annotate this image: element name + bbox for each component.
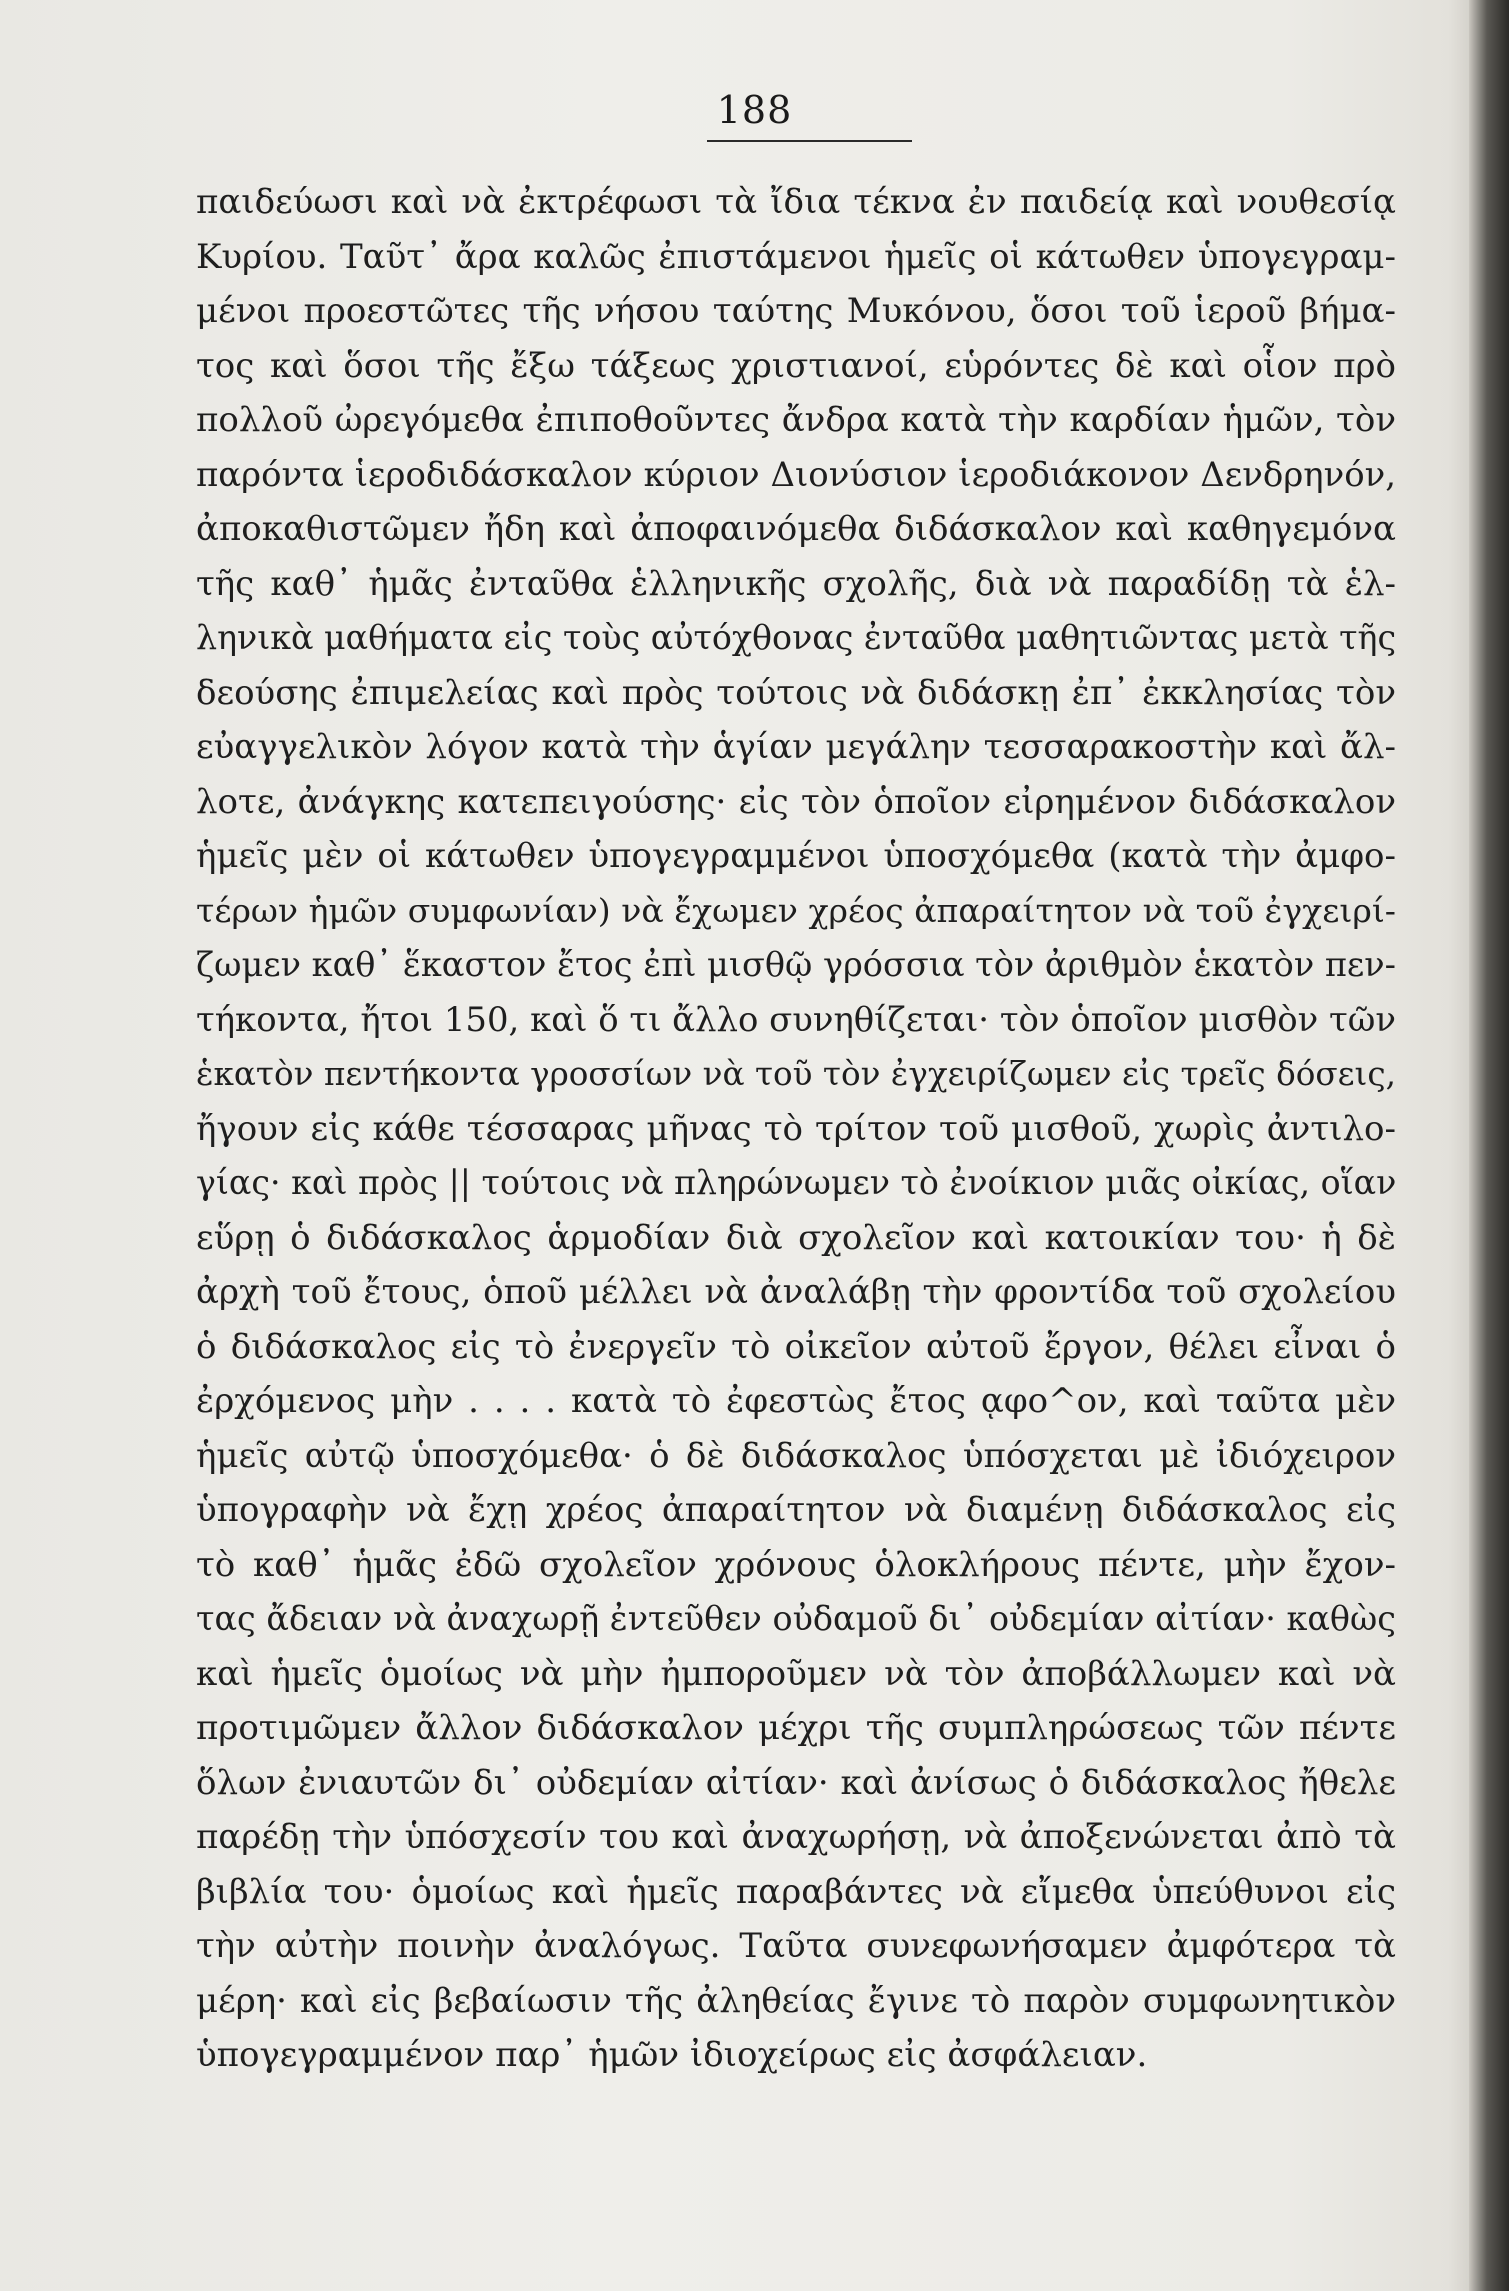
text-line: ἑκατὸν πεντήκοντα γροσσίων νὰ τοῦ τὸν ἐγχειρίζωμεν εἰς τρεῖς δόσεις, bbox=[196, 1055, 1396, 1093]
text-line: εὕρῃ ὁ διδάσκαλος ἁρμοδίαν διὰ σχολεῖον καὶ κατοικίαν του· ἡ δὲ bbox=[196, 1217, 1396, 1258]
text-line: μένοι προεστῶτες τῆς νήσου ταύτης Μυκόνου, ὅσοι τοῦ ἱεροῦ βήμα- bbox=[196, 291, 1396, 331]
text-line: τέρων ἡμῶν συμφωνίαν) νὰ ἔχωμεν χρέος ἀπαραίτητον νὰ τοῦ ἐγχειρί- bbox=[196, 890, 1396, 930]
text-line: παρόντα ἱεροδιδάσκαλον κύριον Διονύσιον ἱεροδιάκονον Δενδρηνόν, bbox=[196, 454, 1396, 494]
body-text bbox=[196, 175, 1396, 2083]
text-line: ὅλων ἐνιαυτῶν δι᾽ οὐδεμίαν αἰτίαν· καὶ ἀνίσως ὁ διδάσκαλος ἤθελε bbox=[196, 1762, 1396, 1803]
text-line: βιβλία του· ὁμοίως καὶ ἡμεῖς παραβάντες νὰ εἴμεθα ὑπεύθυνοι εἰς bbox=[196, 1871, 1396, 1912]
text-line: Κυρίου. Ταῦτ᾽ ἄρα καλῶς ἐπιστάμενοι ἡμεῖς οἱ κάτωθεν ὑπογεγραμ- bbox=[196, 236, 1396, 277]
header-rule bbox=[707, 140, 912, 142]
text-line: ἡμεῖς μὲν οἱ κάτωθεν ὑπογεγραμμένοι ὑποσχόμεθα (κατὰ τὴν ἀμφο- bbox=[196, 836, 1396, 876]
text-line: ἤγουν εἰς κάθε τέσσαρας μῆνας τὸ τρίτον τοῦ μισθοῦ, χωρὶς ἀντιλο- bbox=[196, 1108, 1396, 1149]
text-line: δεούσης ἐπιμελείας καὶ πρὸς τούτοις νὰ διδάσκῃ ἐπ᾽ ἐκκλησίας τὸν bbox=[196, 672, 1396, 713]
text-line: λοτε, ἀνάγκης κατεπειγούσης· εἰς τὸν ὁποῖον εἰρημένον διδάσκαλον bbox=[196, 781, 1396, 822]
text-line: μέρη· καὶ εἰς βεβαίωσιν τῆς ἀληθείας ἔγινε τὸ παρὸν συμφωνητικὸν bbox=[196, 1980, 1396, 2021]
text-line: ἀποκαθιστῶμεν ἤδη καὶ ἀποφαινόμεθα διδάσκαλον καὶ καθηγεμόνα bbox=[196, 509, 1396, 549]
text-line: ὑπογραφὴν νὰ ἔχῃ χρέος ἀπαραίτητον νὰ διαμένῃ διδάσκαλος εἰς bbox=[196, 1490, 1396, 1530]
text-line: τῆς καθ᾽ ἡμᾶς ἐνταῦθα ἑλληνικῆς σχολῆς, διὰ νὰ παραδίδῃ τὰ ἑλ- bbox=[196, 563, 1396, 604]
text-line: τος καὶ ὅσοι τῆς ἔξω τάξεως χριστιανοί, εὑρόντες δὲ καὶ οἷον πρὸ bbox=[196, 345, 1396, 386]
book-spine-shadow bbox=[1469, 0, 1509, 2291]
text-line: ἀρχὴ τοῦ ἔτους, ὁποῦ μέλλει νὰ ἀναλάβῃ τὴν φροντίδα τοῦ σχολείου bbox=[196, 1272, 1396, 1312]
text-line: τας ἄδειαν νὰ ἀναχωρῇ ἐντεῦθεν οὐδαμοῦ δι᾽ οὐδεμίαν αἰτίαν· καθὼς bbox=[196, 1599, 1396, 1638]
text-line: εὐαγγελικὸν λόγον κατὰ τὴν ἁγίαν μεγάλην τεσσαρακοστὴν καὶ ἄλ- bbox=[196, 727, 1396, 767]
text-line: ἐρχόμενος μὴν . . . . κατὰ τὸ ἐφεστὼς ἔτος ᾳφο^ον, καὶ ταῦτα μὲν bbox=[196, 1381, 1396, 1421]
text-line: ζωμεν καθ᾽ ἕκαστον ἔτος ἐπὶ μισθῷ γρόσσια τὸν ἀριθμὸν ἑκατὸν πεν- bbox=[196, 945, 1396, 984]
text-line: καὶ ἡμεῖς ὁμοίως νὰ μὴν ἠμποροῦμεν νὰ τὸν ἀποβάλλωμεν καὶ νὰ bbox=[196, 1653, 1396, 1694]
text-line: παιδεύωσι καὶ νὰ ἐκτρέφωσι τὰ ἴδια τέκνα ἐν παιδείᾳ καὶ νουθεσίᾳ bbox=[196, 182, 1396, 222]
text-line: πολλοῦ ὠρεγόμεθα ἐπιποθοῦντες ἄνδρα κατὰ τὴν καρδίαν ἡμῶν, τὸν bbox=[196, 400, 1396, 440]
text-line: παρέδῃ τὴν ὑπόσχεσίν του καὶ ἀναχωρήσῃ, νὰ ἀποξενώνεται ἀπὸ τὰ bbox=[196, 1817, 1396, 1857]
text-line: τὸ καθ᾽ ἡμᾶς ἐδῶ σχολεῖον χρόνους ὁλοκλήρους πέντε, μὴν ἔχον- bbox=[196, 1544, 1396, 1585]
text-line: γίας· καὶ πρὸς || τούτοις νὰ πληρώνωμεν τὸ ἐνοίκιον μιᾶς οἰκίας, οἵαν bbox=[196, 1163, 1397, 1202]
text-line: προτιμῶμεν ἄλλον διδάσκαλον μέχρι τῆς συμπληρώσεως τῶν πέντε bbox=[196, 1708, 1396, 1748]
text-line: ὑπογεγραμμένον παρ᾽ ἡμῶν ἰδιοχείρως εἰς ἀσφάλειαν. bbox=[196, 2035, 1148, 2075]
text-line: τήκοντα, ἤτοι 150, καὶ ὅ τι ἄλλο συνηθίζεται· τὸν ὁποῖον μισθὸν τῶν bbox=[196, 999, 1396, 1039]
page-number: 188 bbox=[716, 88, 793, 132]
text-line: τὴν αὐτὴν ποινὴν ἀναλόγως. Ταῦτα συνεφωνήσαμεν ἀμφότερα τὰ bbox=[196, 1926, 1396, 1966]
text-line: ὁ διδάσκαλος εἰς τὸ ἐνεργεῖν τὸ οἰκεῖον αὐτοῦ ἔργον, θέλει εἶναι ὁ bbox=[196, 1326, 1396, 1367]
text-line: ληνικὰ μαθήματα εἰς τοὺς αὐτόχθονας ἐνταῦθα μαθητιῶντας μετὰ τῆς bbox=[196, 618, 1397, 657]
text-line: ἡμεῖς αὐτῷ ὑποσχόμεθα· ὁ δὲ διδάσκαλος ὑπόσχεται μὲ ἰδιόχειρον bbox=[196, 1435, 1396, 1476]
